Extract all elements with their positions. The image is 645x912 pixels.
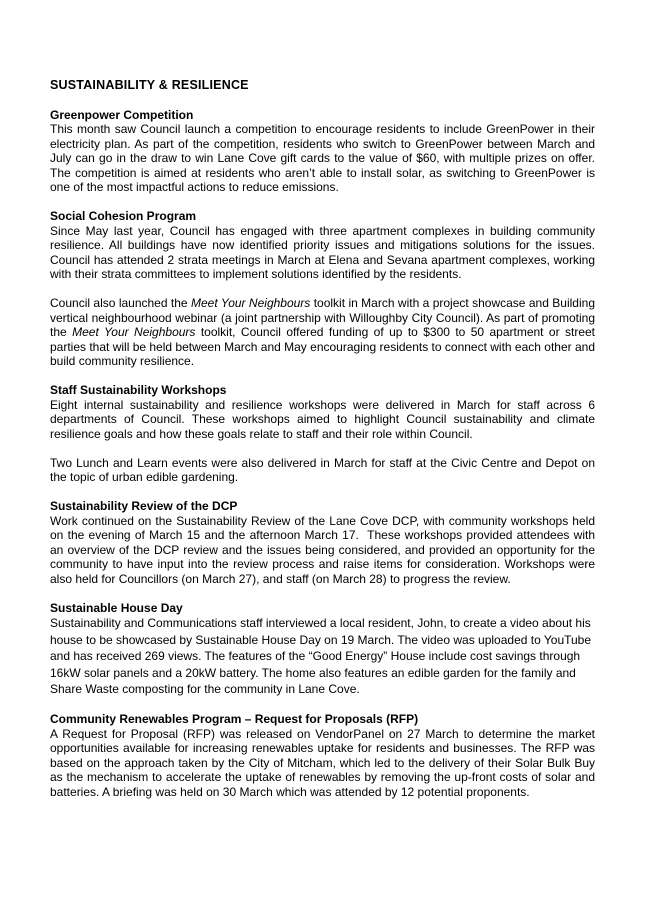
section-staff-sustainability-workshops (50, 383, 595, 485)
text-run: Council also launched the (50, 296, 191, 310)
section-heading-social-cohesion-program: Social Cohesion Program (50, 209, 197, 223)
paragraph (50, 398, 595, 442)
paragraph (50, 514, 595, 587)
document-title: SUSTAINABILITY & RESILIENCE (50, 78, 249, 92)
paragraph (50, 615, 595, 698)
text-run: toolkit, Council offered funding of up to $300 to 50 apartment or street parties that will be held between March and May encouraging residents to connect with each other and build community resilience. (50, 325, 596, 368)
section-heading-sustainability-review-dcp: Sustainability Review of the DCP (50, 499, 238, 513)
text-run: Sustainability and Communications staff interviewed a local resident, John, to create a video about his house to be showcased by Sustainable House Day on 19 March. The video was uploaded to YouTube and has received 269 views. The features of the “Good Energy” House include cost savings through 16kW solar panels and a 20kW battery. The home also features an edible garden for the family and Share Waste composting for the community in Lane Cove. (50, 616, 592, 696)
section-greenpower-competition (50, 108, 595, 195)
section-heading-community-renewables-rfp: Community Renewables Program – Request for Proposals (RFP) (50, 712, 419, 726)
section-heading-sustainable-house-day: Sustainable House Day (50, 600, 183, 615)
text-run: A Request for Proposal (RFP) was released on VendorPanel on 27 March to determine the market opportunities available for increasing renewables uptake for residents and businesses. The RFP was based on the approach taken by the City of Mitcham, which led to the delivery of their Solar Bulk Buy as the mechanism to accelerate the uptake of renewables by removing the up-front costs of solar and batteries. A briefing was held on 30 March which was attended by 12 potential proponents. (50, 726, 595, 799)
text-run: This month saw Council launch a competition to encourage residents to include GreenPower in their electricity plan. As part of the competition, residents who switch to GreenPower between March and July can go in the draw to win Lane Cove gift cards to the value of $60, with multiple prizes on offer. The competition is aimed at residents who aren’t able to install solar, as switching to GreenPower is one of the most impactful actions to reduce emissions. (50, 122, 595, 194)
section-sustainability-review-dcp (50, 499, 595, 586)
paragraph (50, 456, 595, 485)
section-community-renewables-rfp (50, 712, 595, 799)
text-run: toolkit in March with a project showcase and Building vertical neighbourhood webinar (a joint partnership with Willoughby City Council). As part of promoting the (50, 296, 595, 339)
paragraph (50, 122, 595, 195)
text-run-italic: Meet Your Neighbours (72, 325, 196, 339)
text-run: Eight internal sustainability and resilience workshops were delivered in March for staff across 6 departments of Council. These workshops aimed to highlight Council sustainability and climate resilience goals and how these goals relate to staff and their role within Council. (50, 397, 595, 441)
section-heading-staff-sustainability-workshops: Staff Sustainability Workshops (50, 383, 227, 397)
paragraph (50, 727, 595, 800)
section-social-cohesion-program (50, 209, 595, 369)
paragraph (50, 296, 595, 369)
section-sustainable-house-day (50, 601, 595, 698)
section-heading-greenpower-competition: Greenpower Competition (50, 107, 194, 122)
text-run: Since May last year, Council has engaged with three apartment complexes in building community resilience. All buildings have now identified priority issues and mitigations solutions for the issues. Council has attended 2 strata meetings in March at Elena and Sevana apartment complexes, working with their strata committees to implement solutions identified by the residents. (50, 223, 595, 281)
text-run-italic: Meet Your Neighbours (191, 296, 311, 310)
text-run: Two Lunch and Learn events were also delivered in March for staff at the Civic Centre and Depot on the topic of urban edible gardening. (50, 455, 595, 484)
text-run: Work continued on the Sustainability Review of the Lane Cove DCP, with community workshops held on the evening of March 15 and the afternoon March 17. These workshops provided attendees with an overview of the DCP review and the issues being considered, and provided an opportunity for the community to have input into the review process and raise items for consideration. Workshops were also held for Councillors (on March 27), and staff (on March 28) to progress the review. (50, 513, 595, 586)
paragraph (50, 224, 595, 282)
